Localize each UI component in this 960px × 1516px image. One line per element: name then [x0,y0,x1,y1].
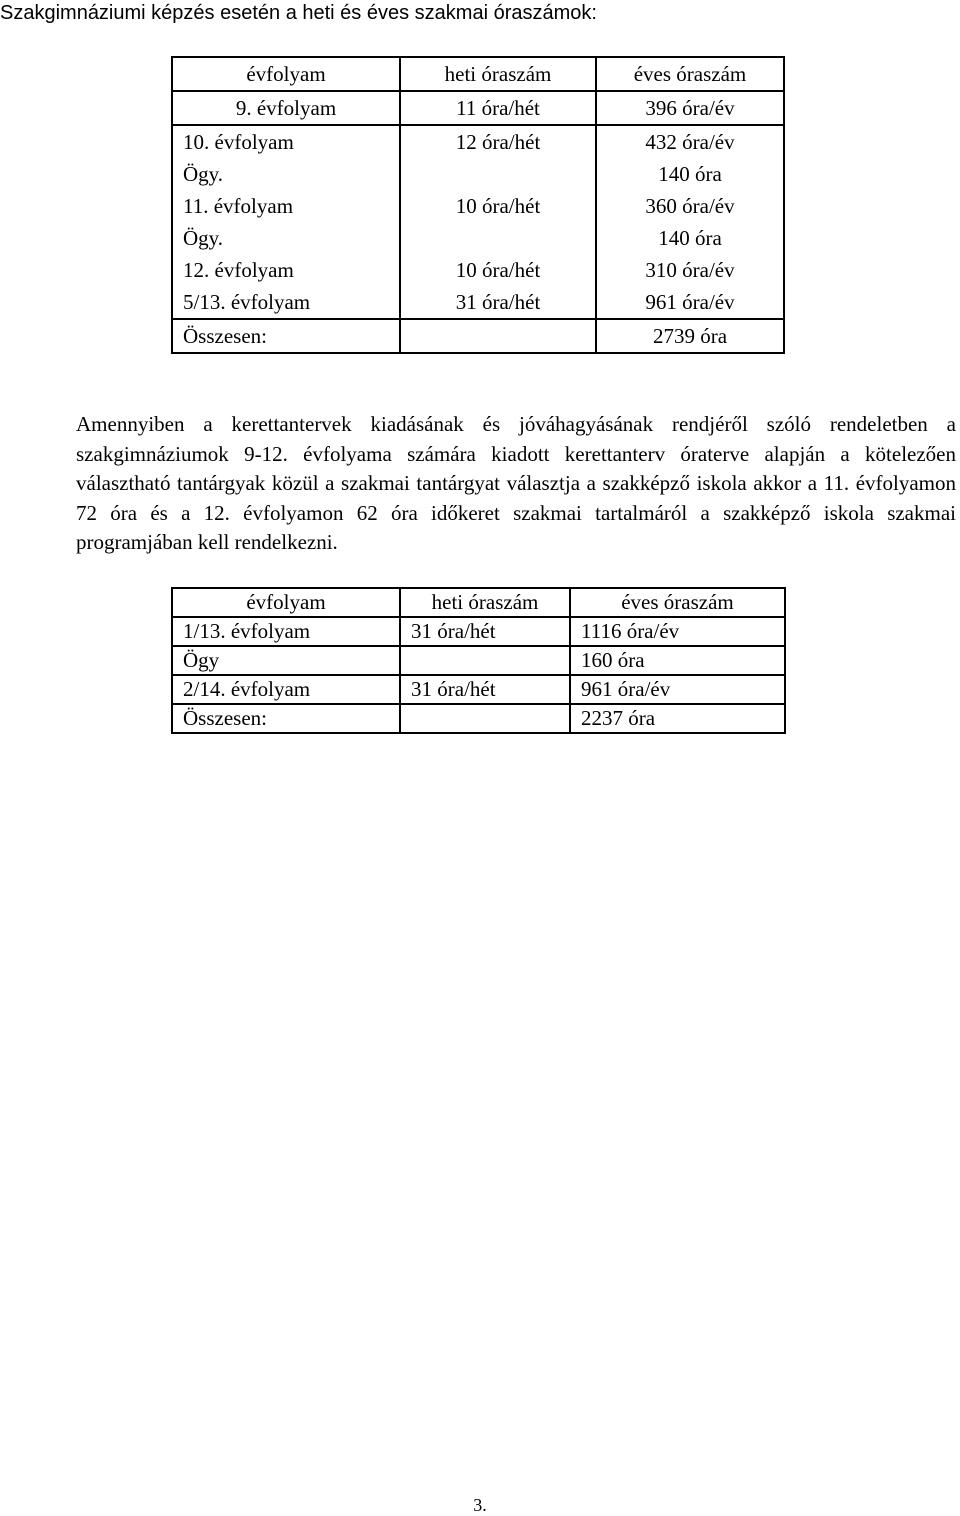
cell-weekly-hours: 31 óra/hét [400,617,570,646]
table-row-total [172,319,784,353]
cell-weekly-hours [400,222,596,254]
cell-annual-hours: 140 óra [596,158,784,190]
cell-year: 10. évfolyam [172,125,400,158]
adult-hours-table [171,587,786,734]
cell-year: Összesen: [172,704,400,733]
header-cell-year: évfolyam [172,588,400,617]
cell-weekly-hours: 10 óra/hét [400,190,596,222]
cell-weekly-hours [400,646,570,675]
cell-annual-hours: 2237 óra [570,704,785,733]
weekly-annual-hours-table [171,56,785,354]
cell-annual-hours: 1116 óra/év [570,617,785,646]
cell-year: 9. évfolyam [172,91,400,125]
table-row [172,158,784,190]
header-cell-weekly-hours: heti óraszám [400,588,570,617]
cell-weekly-hours [400,319,596,353]
table-row [172,617,785,646]
cell-year: 11. évfolyam [172,190,400,222]
header-cell-year: évfolyam [172,57,400,91]
header-cell-annual-hours: éves óraszám [570,588,785,617]
cell-year: Ögy [172,646,400,675]
table-row [172,222,784,254]
cell-year: Ögy. [172,222,400,254]
header-cell-weekly-hours: heti óraszám [400,57,596,91]
page-heading: Szakgimnáziumi képzés esetén a heti és éves szakmai óraszámok: [0,2,597,24]
cell-year: 12. évfolyam [172,254,400,286]
cell-weekly-hours: 11 óra/hét [400,91,596,125]
cell-year: 2/14. évfolyam [172,675,400,704]
cell-weekly-hours: 10 óra/hét [400,254,596,286]
table-row [172,125,784,158]
cell-annual-hours: 961 óra/év [570,675,785,704]
cell-annual-hours: 160 óra [570,646,785,675]
cell-year: 5/13. évfolyam [172,286,400,319]
page-number: 3. [473,1495,487,1515]
table-row [172,646,785,675]
cell-weekly-hours [400,704,570,733]
table-row [172,190,784,222]
table-row-total [172,704,785,733]
cell-annual-hours: 2739 óra [596,319,784,353]
table-row [172,675,785,704]
table-row [172,286,784,319]
cell-weekly-hours: 31 óra/hét [400,675,570,704]
cell-year: Ögy. [172,158,400,190]
cell-annual-hours: 396 óra/év [596,91,784,125]
table-header-row [172,588,785,617]
cell-annual-hours: 140 óra [596,222,784,254]
header-cell-annual-hours: éves óraszám [596,57,784,91]
table-row [172,91,784,125]
cell-weekly-hours [400,158,596,190]
cell-weekly-hours: 31 óra/hét [400,286,596,319]
table-header-row [172,57,784,91]
table-row [172,254,784,286]
cell-year: Összesen: [172,319,400,353]
body-paragraph: Amennyiben a kerettantervek kiadásának és jóváhagyásának rendjéről szóló rendeletben a szakgimnáziumok 9-12. évfolyama számára kiadott kerettanterv óraterve alapján a kötelezően választható tantárgyak közül a szakmai tantárgyat választja a szakképző iskola akkor a 11. évfolyamon 72 óra és a 12. évfolyamon 62 óra időkeret szakmai tartalmáról a szakképző iskola szakmai programjában kell rendelkezni. [76,412,956,554]
cell-annual-hours: 961 óra/év [596,286,784,319]
cell-year: 1/13. évfolyam [172,617,400,646]
cell-annual-hours: 432 óra/év [596,125,784,158]
cell-annual-hours: 310 óra/év [596,254,784,286]
cell-annual-hours: 360 óra/év [596,190,784,222]
cell-weekly-hours: 12 óra/hét [400,125,596,158]
